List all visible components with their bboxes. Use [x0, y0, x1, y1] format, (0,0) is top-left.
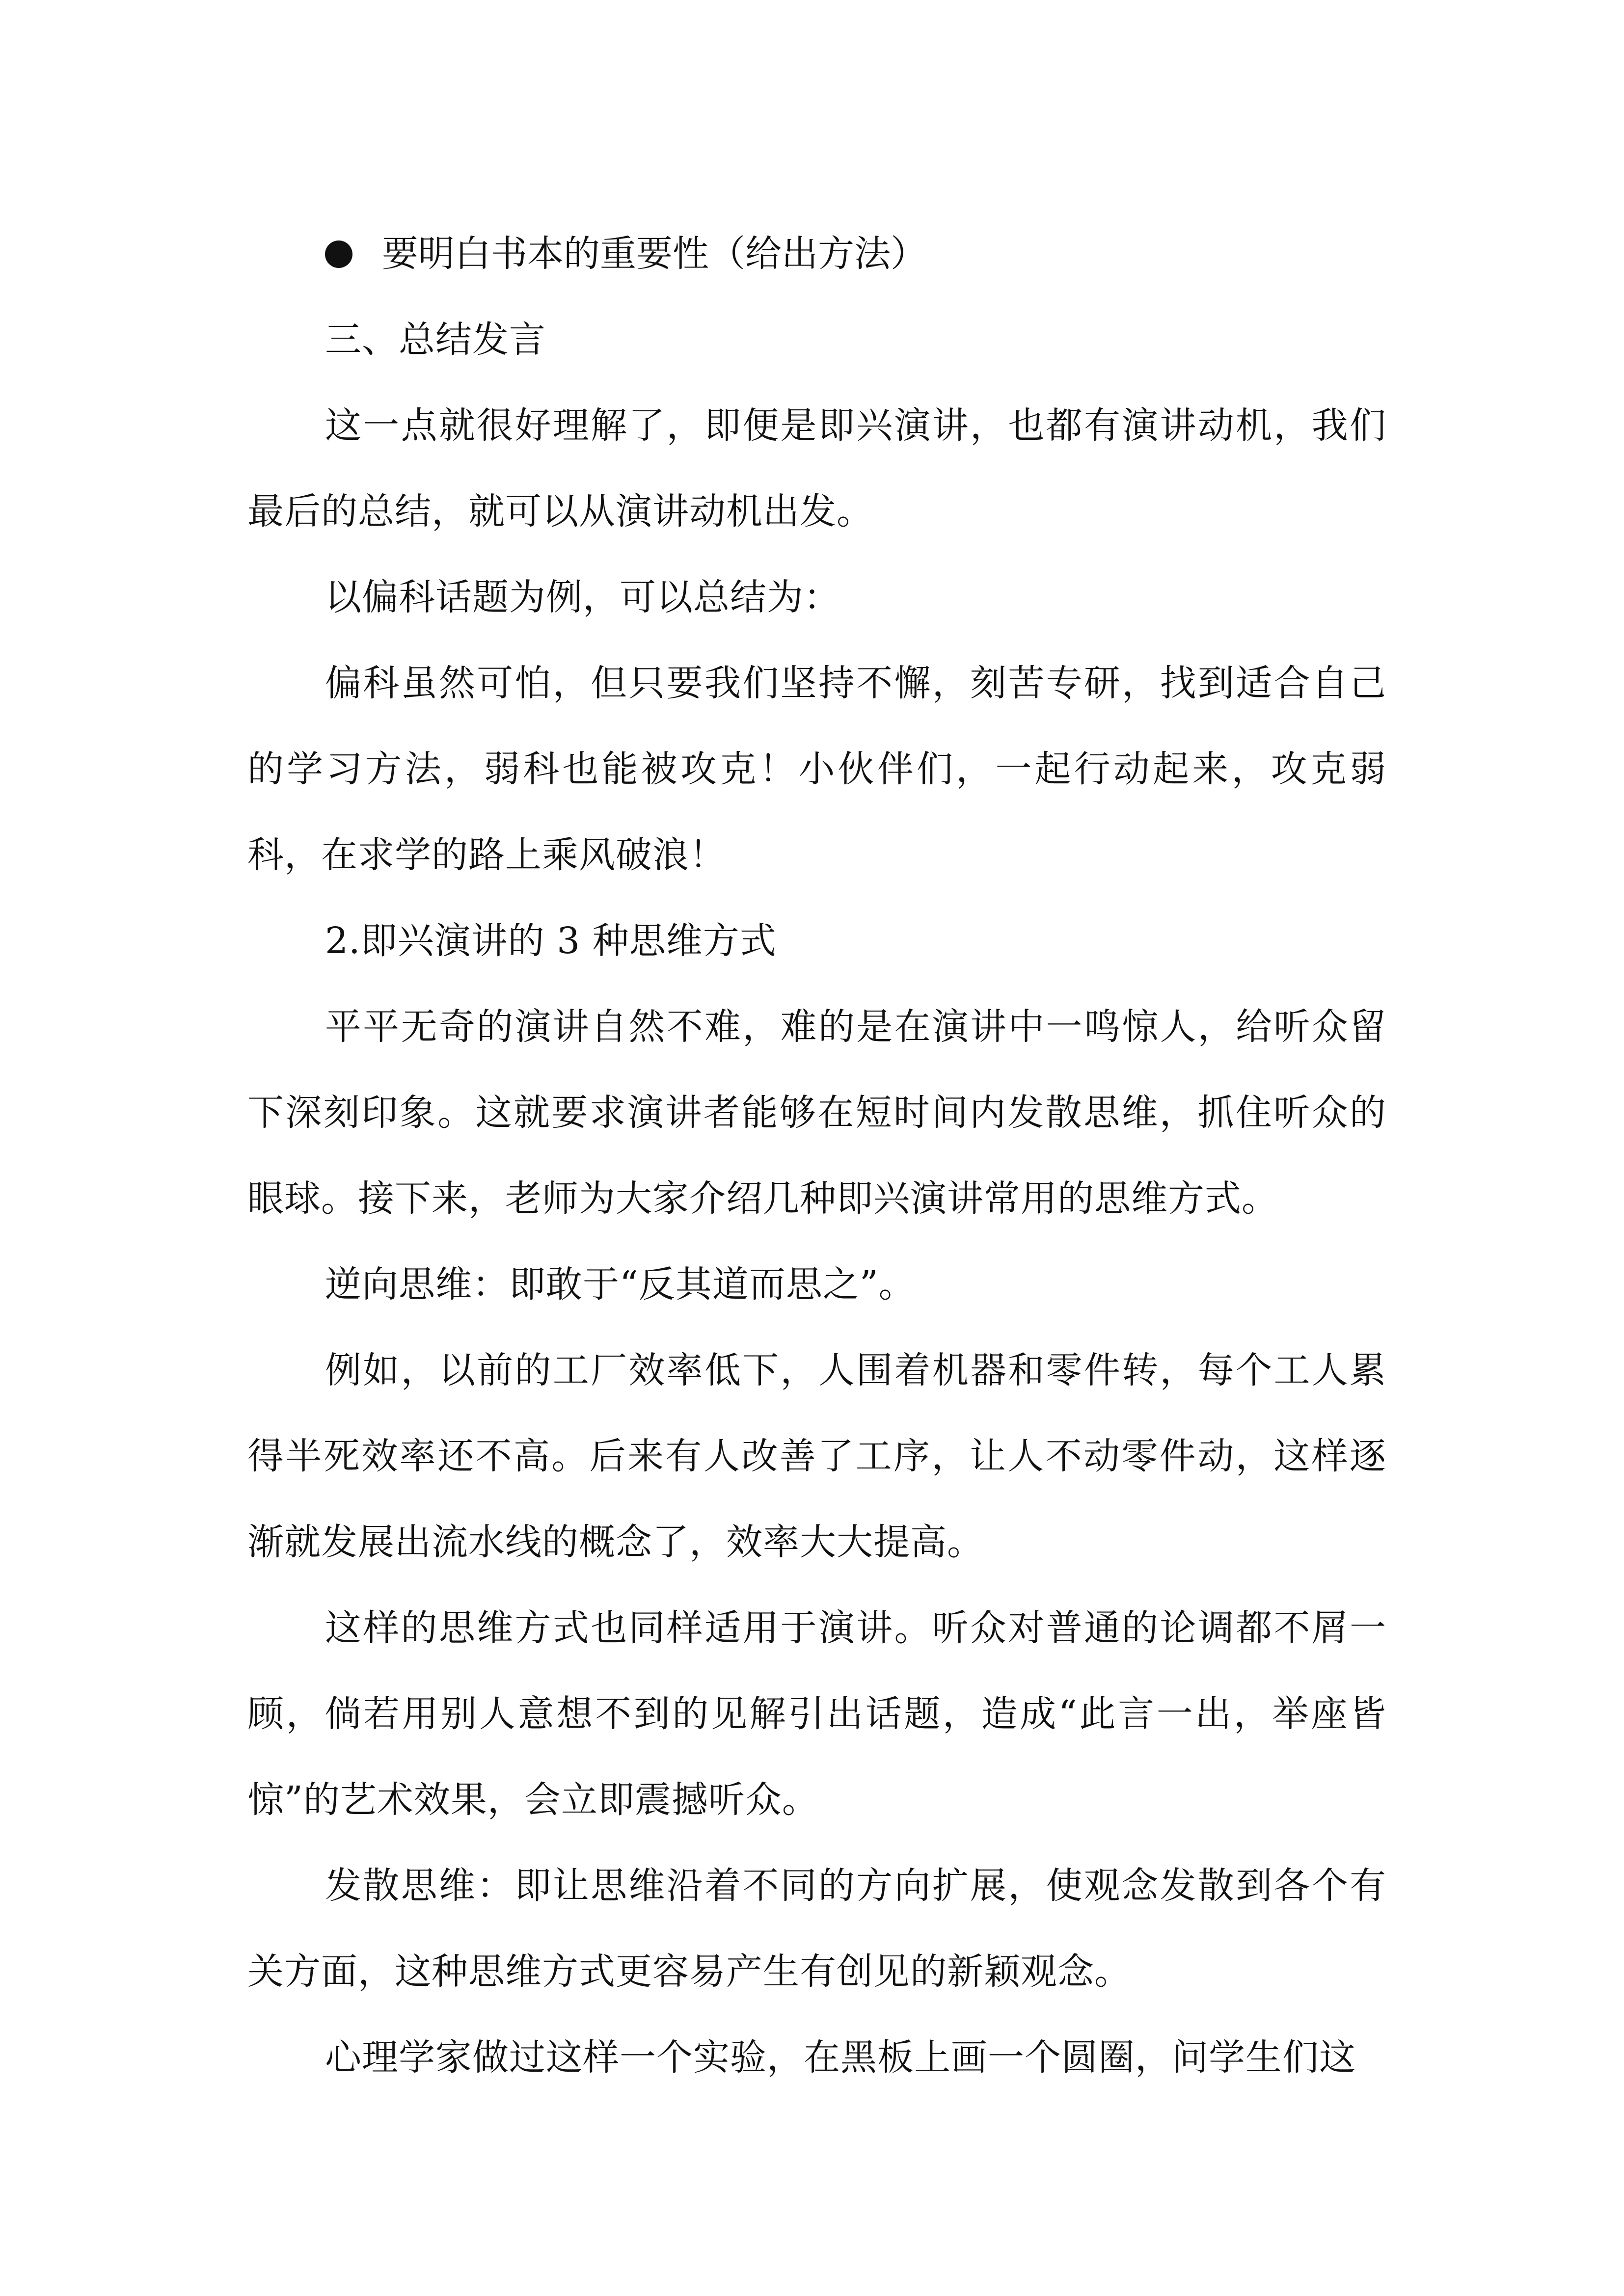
paragraph: 以偏科话题为例，可以总结为： — [325, 576, 840, 618]
paragraph: 平平无奇的演讲自然不难，难的是在演讲中一鸣惊人，给听众留下深刻印象。这就要求演讲者能够在短时间内发散思维，抓住听众的眼球。接下来，老师为大家介绍几种即兴演讲常用的思维方式。 — [247, 1006, 1386, 1220]
paragraph: 例如，以前的工厂效率低下，人围着机器和零件转，每个工人累得半死效率还不高。后来有人改善了工序，让人不动零件动，这样逐渐就发展出流水线的概念了，效率大大提高。 — [247, 1349, 1386, 1563]
bullet-item — [247, 211, 1386, 297]
section-heading-summary: 三、总结发言 — [325, 319, 546, 361]
page-content — [247, 211, 1386, 2101]
section-heading-thinking-modes: 2.即兴演讲的 3 种思维方式 — [325, 920, 777, 962]
paragraph: 逆向思维：即敢于“反其道而思之”。 — [325, 1263, 916, 1306]
paragraph: 心理学家做过这样一个实验，在黑板上画一个圆圈，问学生们这 — [325, 2036, 1356, 2079]
bullet-text: 要明白书本的重要性（给出方法） — [382, 233, 927, 275]
paragraph: 偏科虽然可怕，但只要我们坚持不懈，刻苦专研，找到适合自己的学习方法，弱科也能被攻克！小伙伴们，一起行动起来，攻克弱科，在求学的路上乘风破浪！ — [247, 662, 1386, 876]
paragraph: 这一点就很好理解了，即便是即兴演讲，也都有演讲动机，我们最后的总结，就可以从演讲动机出发。 — [247, 404, 1386, 533]
paragraph: 发散思维：即让思维沿着不同的方向扩展，使观念发散到各个有关方面，这种思维方式更容易产生有创见的新颖观念。 — [247, 1865, 1386, 1993]
paragraph: 这样的思维方式也同样适用于演讲。听众对普通的论调都不屑一顾，倘若用别人意想不到的见解引出话题，造成“此言一出，举座皆惊”的艺术效果，会立即震撼听众。 — [247, 1607, 1386, 1821]
bullet-icon — [325, 240, 352, 268]
